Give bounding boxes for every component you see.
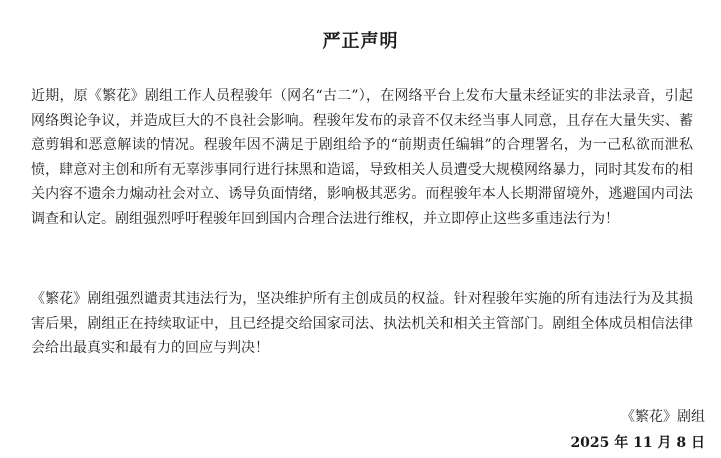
document-title: 严正声明 (322, 31, 399, 52)
signature-date: 2025 年 11 月 8 日 (570, 435, 705, 451)
paragraph-1: 近期，原《繁花》剧组工作人员程骏年（网名“古二”），在网络平台上发布大量未经证实的非法录音，引起网络舆论争议，并造成巨大的不良社会影响。程骏年发布的录音不仅未经当事人同意，且存在大量失实、蓄意剪辑和恶意解读的情况。程骏年因不满足于剧组给予的“前期责任编辑”的合理署名，为一己私欲而泄私愤，肆意对主创和所有无辜涉事同行进行抹黑和造谣，导致相关人员遭受大规模网络暴力，同时其发布的相关内容不遗余力煽动社会对立、诱导负面情绪，影响极其恶劣。而程骏年本人长期滞留境外，逃避国内司法调查和认定。剧组强烈呼吁程骏年回到国内合理合法进行维权，并立即停止这些多重违法行为！ (31, 88, 693, 227)
paragraph-2: 《繁花》剧组强烈谴责其违法行为，坚决维护所有主创成员的权益。针对程骏年实施的所有违法行为及其损害后果，剧组正在持续取证中，且已经提交给国家司法、执法机关和相关主管部门。剧组全体成员相信法律会给出最真实和最有力的回应与判决！ (31, 291, 693, 356)
signature-organization: 《繁花》剧组 (621, 409, 705, 425)
